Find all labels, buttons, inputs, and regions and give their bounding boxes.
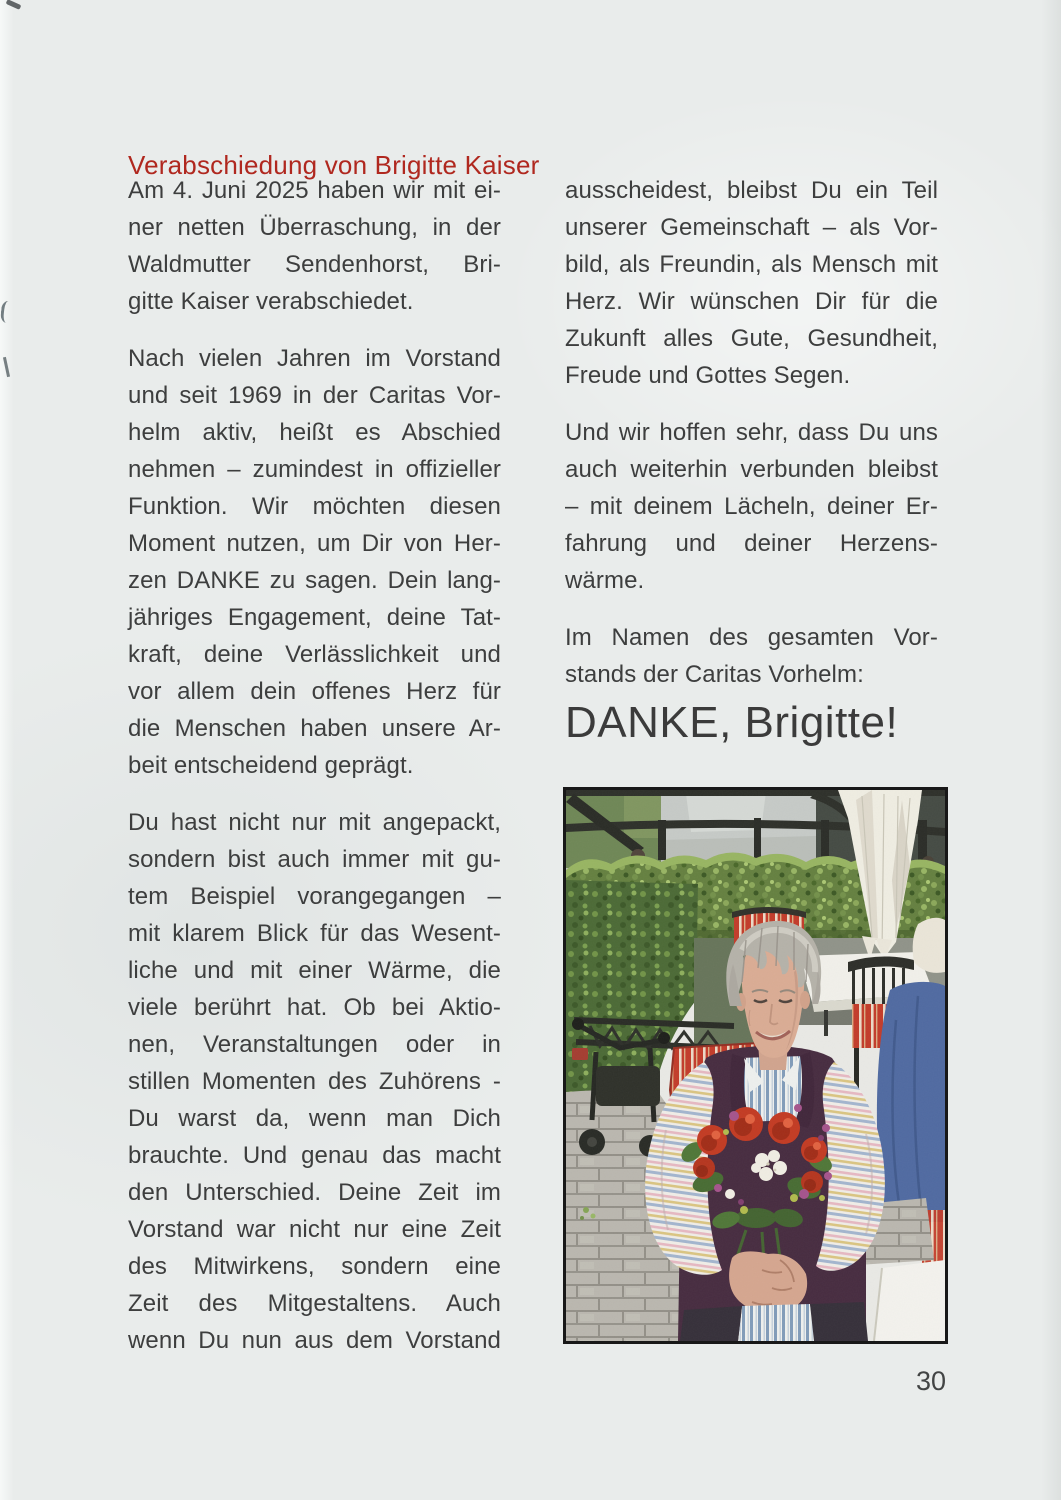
text-line: sondern bist auch immer mit gu- — [128, 846, 501, 873]
thanks-heading: DANKE, Brigitte! — [565, 698, 899, 747]
text-line: fahrung und deiner Herzens- — [565, 530, 938, 557]
paragraph — [128, 340, 501, 784]
text-line: wärme. — [565, 567, 645, 594]
text-line: helm aktiv, heißt es Abschied — [128, 419, 501, 446]
text-line: Waldmutter Sendenhorst, Bri- — [128, 251, 501, 278]
text-line: Moment nutzen, um Dir von Her- — [128, 530, 501, 557]
text-line: stands der Caritas Vorhelm: — [565, 661, 864, 688]
text-line: Vorstand war nicht nur eine Zeit — [128, 1216, 501, 1243]
text-line: Und wir hoffen sehr, dass Du uns — [565, 419, 938, 446]
paragraph — [565, 414, 938, 599]
text-line: ausscheidest, bleibst Du ein Teil — [565, 177, 938, 204]
text-line: stillen Momenten des Zuhörens - — [128, 1068, 501, 1095]
text-line: Im Namen des gesamten Vor- — [565, 624, 938, 651]
text-line: beit entscheidend geprägt. — [128, 752, 414, 779]
text-line: nen, Veranstaltungen oder in — [128, 1031, 501, 1058]
text-line: vor allem dein offenes Herz für — [128, 678, 501, 705]
text-line: bild, als Freundin, als Mensch mit — [565, 251, 938, 278]
page-number: 30 — [915, 1366, 947, 1396]
text-line: Du warst da, wenn man Dich — [128, 1105, 501, 1132]
photo-illustration — [566, 790, 945, 1341]
paragraph — [128, 804, 501, 1359]
text-line: unserer Gemeinschaft – als Vor- — [565, 214, 938, 241]
text-line: den Unterschied. Deine Zeit im — [128, 1179, 501, 1206]
text-line: liche und mit einer Wärme, die — [128, 957, 501, 984]
photo-grain — [566, 790, 945, 1341]
text-line: Zukunft alles Gute, Gesundheit, — [565, 325, 938, 352]
text-line: Freude und Gottes Segen. — [565, 362, 851, 389]
text-line: die Menschen haben unsere Ar- — [128, 715, 501, 742]
text-line: viele berührt hat. Ob bei Aktio- — [128, 994, 501, 1021]
text-line: des Mitwirkens, sondern eine — [128, 1253, 501, 1280]
paragraph — [565, 172, 938, 394]
text-line: Du hast nicht nur mit angepackt, — [128, 809, 501, 836]
scan-edge-shadow — [1041, 0, 1061, 1500]
text-line: mit klarem Blick für das Wesent- — [128, 920, 501, 947]
paragraph — [128, 172, 501, 320]
text-line: brauchte. Und genau das macht — [128, 1142, 501, 1169]
text-line: – mit deinem Lächeln, deiner Er- — [565, 493, 938, 520]
text-line: jähriges Engagement, deine Tat- — [128, 604, 501, 631]
body-column-right — [565, 172, 938, 713]
text-line: Herz. Wir wünschen Dir für die — [565, 288, 938, 315]
text-line: Zeit des Mitgestaltens. Auch — [128, 1290, 501, 1317]
text-line: und seit 1969 in der Caritas Vor- — [128, 382, 501, 409]
text-line: nehmen – zumindest in offizieller — [128, 456, 501, 483]
text-line: wenn Du nun aus dem Vorstand — [128, 1327, 501, 1354]
text-line: Nach vielen Jahren im Vorstand — [128, 345, 501, 372]
article-title: Verabschiedung von Brigitte Kaiser — [128, 150, 540, 181]
text-line: gitte Kaiser verabschiedet. — [128, 288, 414, 315]
photo-frame — [563, 787, 948, 1344]
text-line: Am 4. Juni 2025 haben wir mit ei- — [128, 177, 501, 204]
scan-edge-highlight — [0, 0, 14, 1500]
text-line: Funktion. Wir möchten diesen — [128, 493, 501, 520]
text-line: tem Beispiel vorangegangen – — [128, 883, 501, 910]
text-line: auch weiterhin verbunden bleibst — [565, 456, 938, 483]
paragraph — [565, 619, 938, 693]
text-line: ner netten Überraschung, in der — [128, 214, 501, 241]
body-column-left — [128, 172, 501, 1379]
text-line: kraft, deine Verlässlichkeit und — [128, 641, 501, 668]
text-line: zen DANKE zu sagen. Dein lang- — [128, 567, 501, 594]
